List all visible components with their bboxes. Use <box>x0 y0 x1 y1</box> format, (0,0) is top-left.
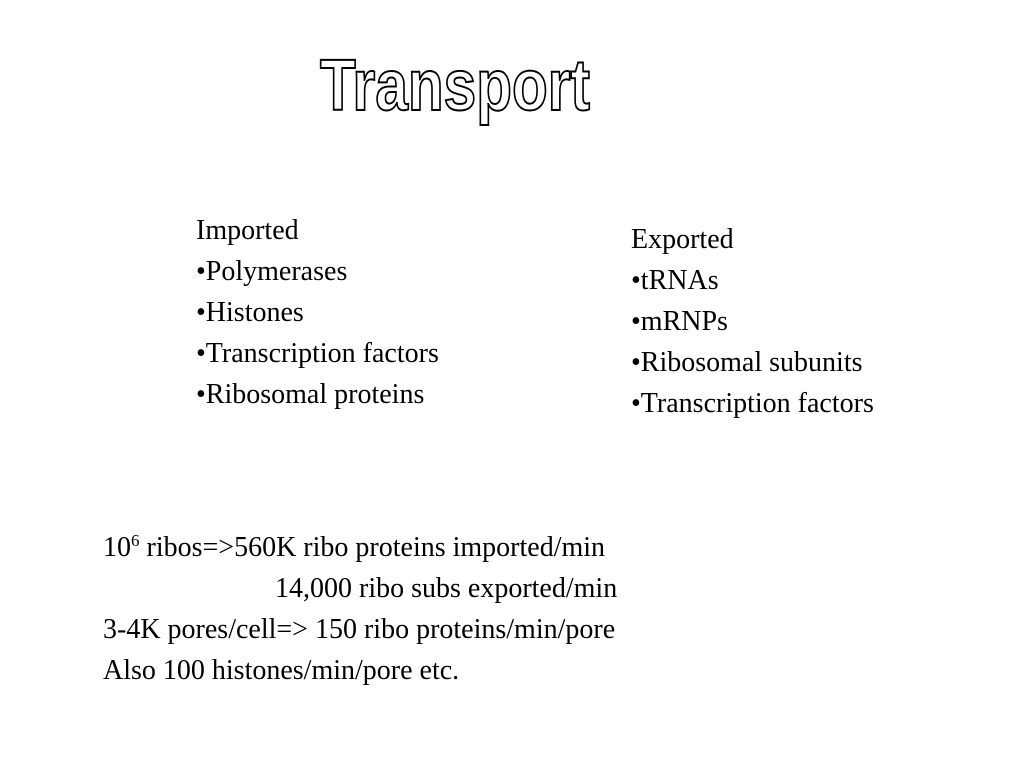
exported-list <box>631 219 874 424</box>
exported-item: •Ribosomal subunits <box>631 347 863 378</box>
notes-line-export-rate: 14,000 ribo subs exported/min <box>275 573 618 604</box>
exported-item: •tRNAs <box>631 265 719 296</box>
exported-item: •Transcription factors <box>631 388 874 419</box>
notes-exponent: 6 <box>131 531 140 550</box>
imported-item: •Transcription factors <box>196 338 439 369</box>
imported-item: •Polymerases <box>196 256 348 287</box>
transport-rates-notes <box>103 527 617 691</box>
imported-list <box>196 210 439 415</box>
imported-item: •Ribosomal proteins <box>196 379 425 410</box>
imported-heading: Imported <box>196 215 299 246</box>
exported-heading: Exported <box>631 224 734 255</box>
notes-line-pores: 3-4K pores/cell=> 150 ribo proteins/min/pore <box>103 614 616 645</box>
notes-line-histones: Also 100 histones/min/pore etc. <box>103 655 460 686</box>
imported-item: •Histones <box>196 297 304 328</box>
exported-item: •mRNPs <box>631 306 728 337</box>
slide-title <box>300 40 610 135</box>
title-text: Transport <box>320 46 591 126</box>
notes-line1-text: ribos=>560K ribo proteins imported/min <box>139 532 606 563</box>
notes-base: 10 <box>103 532 131 563</box>
title-wordart <box>300 40 610 135</box>
notes-line-ribosomes <box>103 527 617 568</box>
